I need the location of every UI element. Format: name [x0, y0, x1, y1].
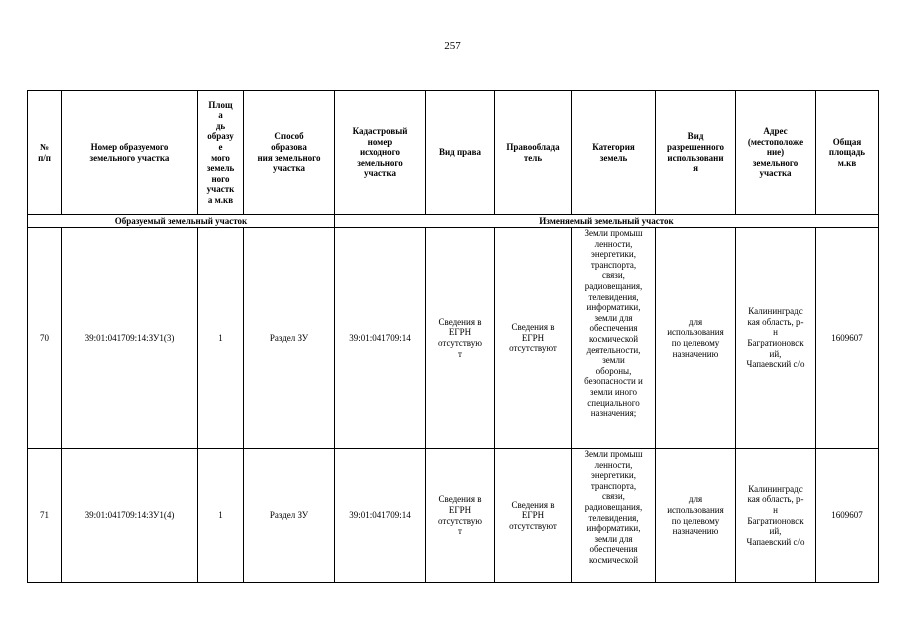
cell-category — [572, 449, 656, 583]
cell-method: Раздел ЗУ — [244, 228, 335, 449]
category-text: Земли промыш ленности, энергетики, транспорта, связи, радиовещания, телевидения, информатики, земли для обеспечения космической — [584, 449, 643, 565]
section-row — [28, 215, 879, 228]
cell-permitted-use: для использования по целевому назначению — [656, 228, 736, 449]
land-plot-table — [27, 90, 879, 583]
table-row — [28, 449, 879, 583]
section-changed: Изменяемый земельный участок — [335, 215, 879, 228]
header-row — [28, 91, 879, 215]
cell-source-cadastral: 39:01:041709:14 — [335, 228, 426, 449]
header-area: Площ а дь образу е мого земель ного участк а м.кв — [198, 91, 244, 215]
cell-area: 1 — [198, 228, 244, 449]
cell-total-area: 1609607 — [816, 449, 879, 583]
cell-num: 71 — [28, 449, 62, 583]
header-category: Категория земель — [572, 91, 656, 215]
cell-category — [572, 228, 656, 449]
header-holder: Правооблада тель — [495, 91, 572, 215]
header-permitted-use: Вид разрешенного использовани я — [656, 91, 736, 215]
header-method: Способ образова ния земельного участка — [244, 91, 335, 215]
cell-num: 70 — [28, 228, 62, 449]
cell-source-cadastral: 39:01:041709:14 — [335, 449, 426, 583]
cell-area: 1 — [198, 449, 244, 583]
header-source-cadastral: Кадастровый номер исходного земельного участка — [335, 91, 426, 215]
header-right-type: Вид права — [426, 91, 495, 215]
header-parcel-number: Номер образуемого земельного участка — [62, 91, 198, 215]
cell-total-area: 1609607 — [816, 228, 879, 449]
table-row — [28, 228, 879, 449]
cell-address: Калининградс кая область, р- н Багратионовск ий, Чапаевский с/о — [736, 449, 816, 583]
header-address: Адрес (местоположе ние) земельного участка — [736, 91, 816, 215]
cell-holder: Сведения в ЕГРН отсутствуют — [495, 228, 572, 449]
cell-address: Калининградс кая область, р- н Багратионовск ий, Чапаевский с/о — [736, 228, 816, 449]
cell-right-type: Сведения в ЕГРН отсутствую т — [426, 449, 495, 583]
cell-permitted-use: для использования по целевому назначению — [656, 449, 736, 583]
cell-holder: Сведения в ЕГРН отсутствуют — [495, 449, 572, 583]
cell-right-type: Сведения в ЕГРН отсутствую т — [426, 228, 495, 449]
cell-parcel-number: 39:01:041709:14:ЗУ1(3) — [62, 228, 198, 449]
cell-method: Раздел ЗУ — [244, 449, 335, 583]
category-text: Земли промыш ленности, энергетики, транспорта, связи, радиовещания, телевидения, информатики, земли для обеспечения космической деятельности, земли обороны, безопасности и земли иного специального назначения; — [584, 228, 643, 419]
header-num: № п/п — [28, 91, 62, 215]
page-number: 257 — [444, 40, 461, 52]
header-total-area: Общая площадь м.кв — [816, 91, 879, 215]
cell-parcel-number: 39:01:041709:14:ЗУ1(4) — [62, 449, 198, 583]
section-formed: Образуемый земельный участок — [28, 215, 335, 228]
